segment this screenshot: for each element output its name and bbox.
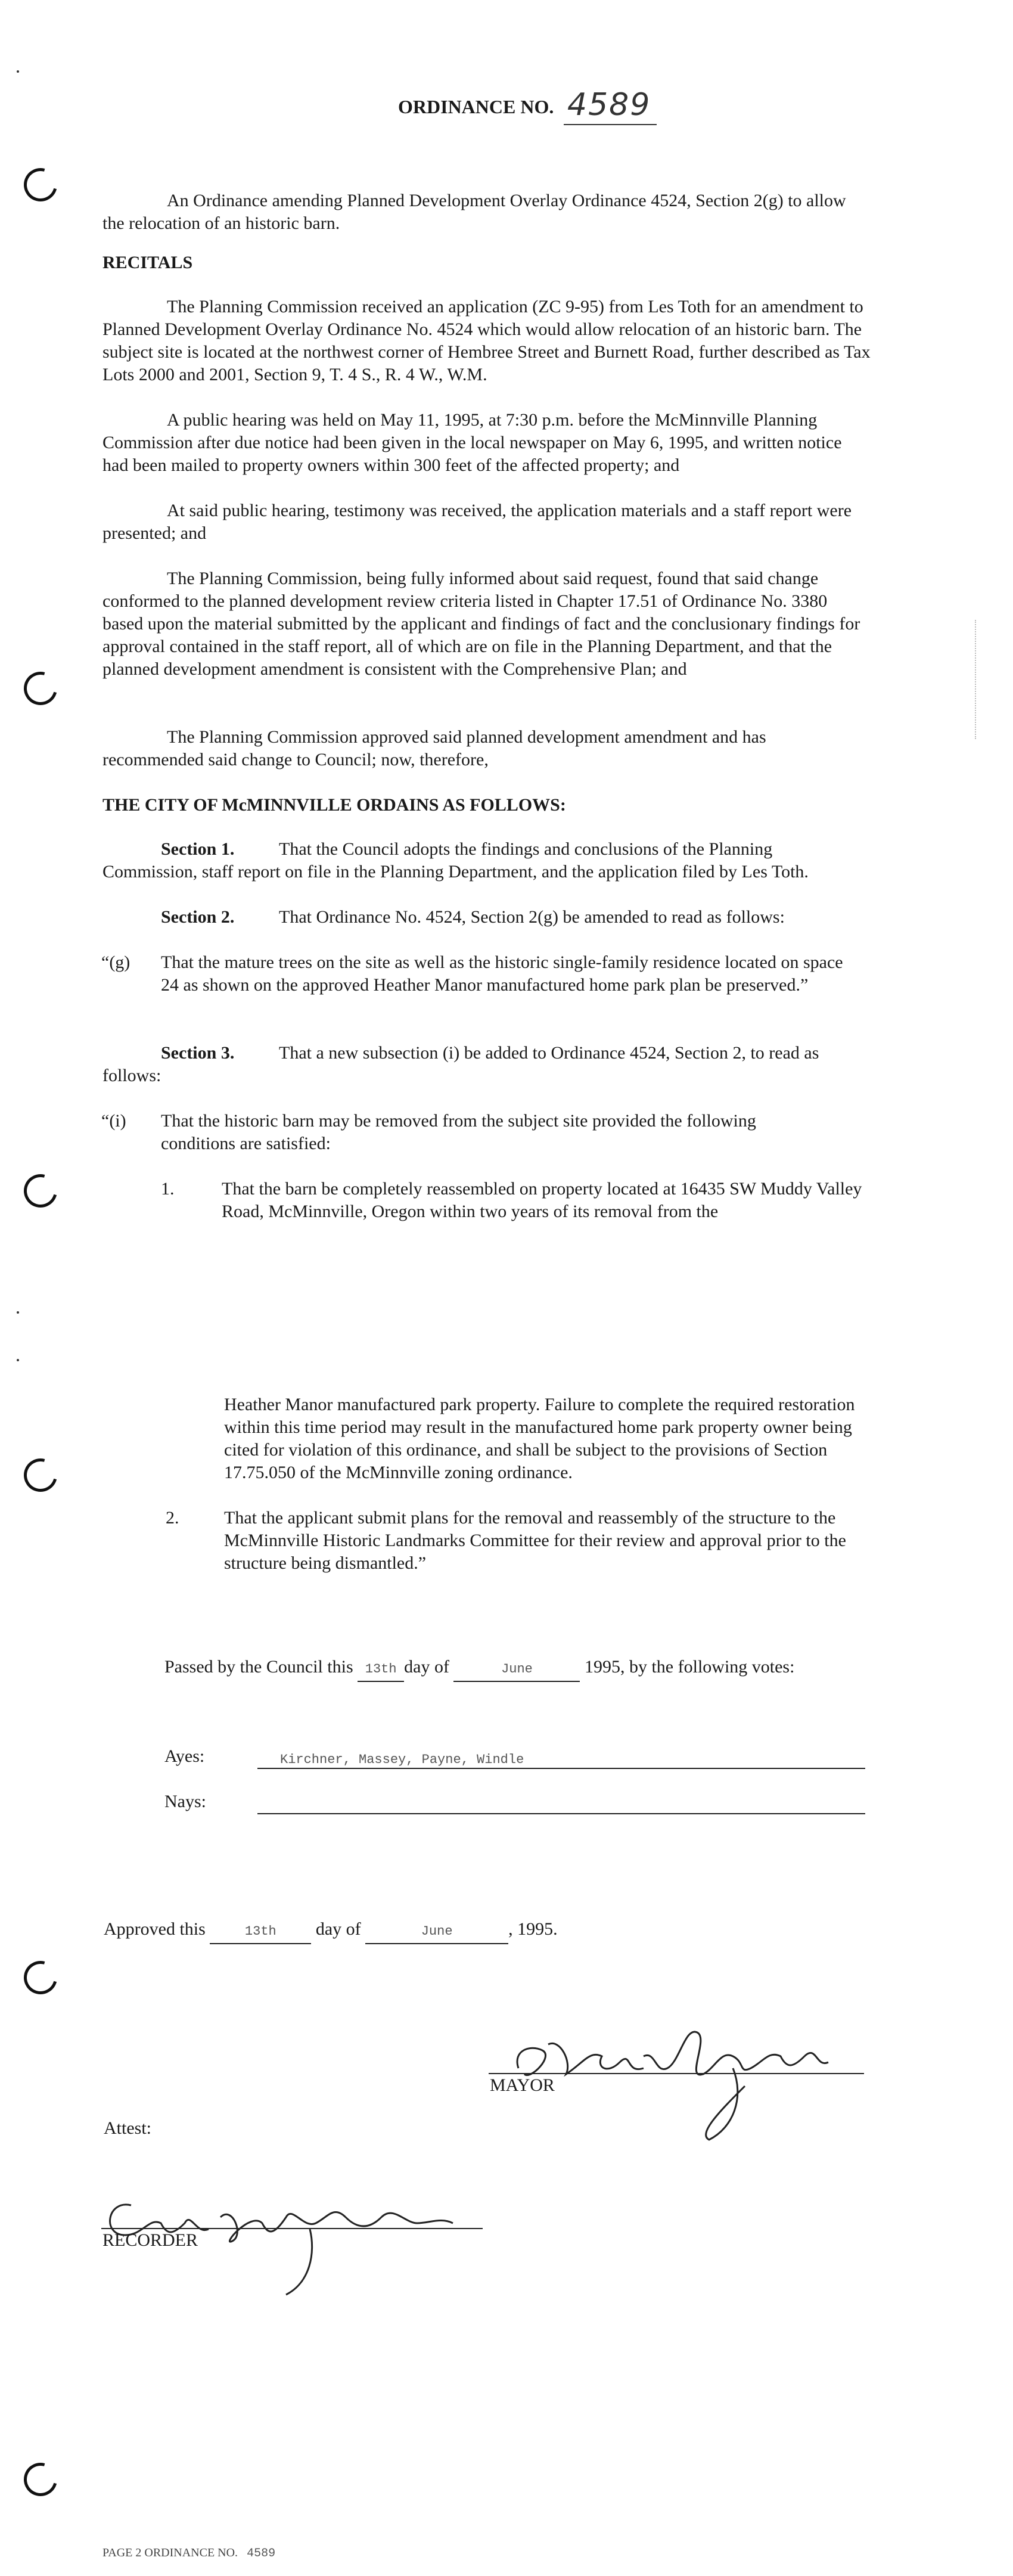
mayor-signature [506,1991,864,2146]
punch-hole-6 [18,2457,63,2502]
ordinance-title [398,95,554,118]
section-3-text: That a new subsection (i) be added to Ordinance 4524, Section 2, to read as follows: [102,1043,819,1085]
punch-hole-2 [18,666,63,711]
passed-suffix: 1995, by the following votes: [584,1657,795,1677]
section-2-text: That Ordinance No. 4524, Section 2(g) be amended to read as follows: [279,907,785,927]
passed-month: June [501,1662,533,1677]
approved-day: 13th [244,1924,276,1939]
scan-speck [17,1311,19,1314]
section-1-label: Section 1. [161,839,235,859]
recitals-heading: RECITALS [102,253,193,272]
recital-paragraph-4: The Planning Commission, being fully informed about said request, found that said change conformed to the planned development review criteria listed in Chapter 17.51 of Ordinance No. 3380 based upon the material submitted by the applicant and findings of fact and the conclusionary findings for approval contained in the staff report, all of which are on file in the Planning Department, and that the planned development amendment is consistent with the Comprehensive Plan; and [102,569,860,679]
section-3-label: Section 3. [161,1043,235,1063]
passed-mid: day of [404,1657,449,1677]
section-2-label: Section 2. [161,907,235,927]
scan-speck [17,70,19,73]
page-footer [102,2546,275,2561]
scan-edge-mark [975,620,977,739]
punch-hole-4 [18,1453,63,1498]
punch-hole-5 [18,1955,63,2000]
condition-1-text-part-a: That the barn be completely reassembled on property located at 16435 SW Muddy Valley Road, McMinnville, Oregon within two years of its removal from the [222,1179,862,1221]
scan-speck [17,1359,19,1361]
punch-hole-1 [18,162,63,207]
approved-month-field [365,1918,508,1944]
section-1-text: That the Council adopts the findings and conclusions of the Planning Commission, staff report on file in the Planning Department, and the application filed by Les Toth. [102,839,809,882]
mayor-label: MAYOR [490,2075,555,2095]
punch-hole-3 [18,1168,63,1213]
ordinance-number: 4589 [567,87,651,123]
approved-mid: day of [315,1919,361,1939]
ordinance-title-label: ORDINANCE NO. [398,96,554,117]
passed-day-field [358,1656,404,1682]
condition-1-number: 1. [161,1179,175,1199]
approved-month: June [421,1924,453,1939]
approved-line [104,1918,759,1944]
recital-paragraph-3: At said public hearing, testimony was received, the application materials and a staff report were presented; and [102,501,852,543]
clause-g-marker: “(g) [101,952,130,972]
recital-paragraph-1: The Planning Commission received an application (ZC 9-95) from Les Toth for an amendment to Planned Development Overlay Ordinance No. 4524 which would allow relocation of an historic barn. The subject site is located at the northwest corner of Hembree Street and Burnett Road, further described as Tax Lots 2000 and 2001, Section 9, T. 4 S., R. 4 W., W.M. [102,297,871,384]
nays-label: Nays: [164,1792,206,1811]
passed-month-field [453,1656,580,1682]
condition-2-text: That the applicant submit plans for the removal and reassembly of the structure to the McMinnville Historic Landmarks Committee for their review and approval prior to the structure being dismantled.” [224,1508,846,1573]
ayes-line [257,1768,865,1769]
ordains-heading: THE CITY OF McMINNVILLE ORDAINS AS FOLLOWS: [102,795,566,815]
page-footer-number: 4589 [247,2547,276,2561]
nays-line [257,1813,865,1814]
passed-prefix: Passed by the Council this [164,1657,353,1677]
clause-i-text: That the historic barn may be removed from the subject site provided the following conditions are satisfied: [161,1111,756,1153]
ordinance-number-underline [564,124,657,125]
ayes-names: Kirchner, Massey, Payne, Windle [280,1752,524,1767]
condition-2-number: 2. [166,1508,179,1528]
condition-1-text-part-b: Heather Manor manufactured park property. Failure to complete the required restoration within this time period may result in the manufactured home park property owner being cited for violation of this ordinance, and shall be subject to the provisions of Section 17.75.050 of the McMinnville zoning ordinance. [224,1395,855,1482]
approved-day-field [210,1918,311,1944]
recital-paragraph-5: The Planning Commission approved said planned development amendment and has recommended said change to Council; now, therefore, [102,727,766,769]
intro-paragraph: An Ordinance amending Planned Development Overlay Ordinance 4524, Section 2(g) to allow the relocation of an historic barn. [102,191,846,233]
recorder-label: RECORDER [102,2230,198,2250]
passed-day: 13th [365,1662,397,1677]
ayes-label: Ayes: [164,1746,205,1766]
approved-prefix: Approved this [104,1919,206,1939]
attest-label: Attest: [104,2118,151,2138]
clause-g-text: That the mature trees on the site as well as the historic single-family residence located on space 24 as shown on the approved Heather Manor manufactured home park plan be preserved.” [161,952,843,995]
recital-paragraph-2: A public hearing was held on May 11, 1995, at 7:30 p.m. before the McMinnville Planning Commission after due notice had been given in the local newspaper on May 6, 1995, and written notice had been mailed to property owners within 300 feet of the affected property; and [102,410,842,475]
page-footer-label: PAGE 2 ORDINANCE NO. [102,2546,238,2559]
clause-i-marker: “(i) [101,1111,126,1131]
approved-suffix: , 1995. [508,1919,558,1939]
passed-line [164,1656,909,1682]
